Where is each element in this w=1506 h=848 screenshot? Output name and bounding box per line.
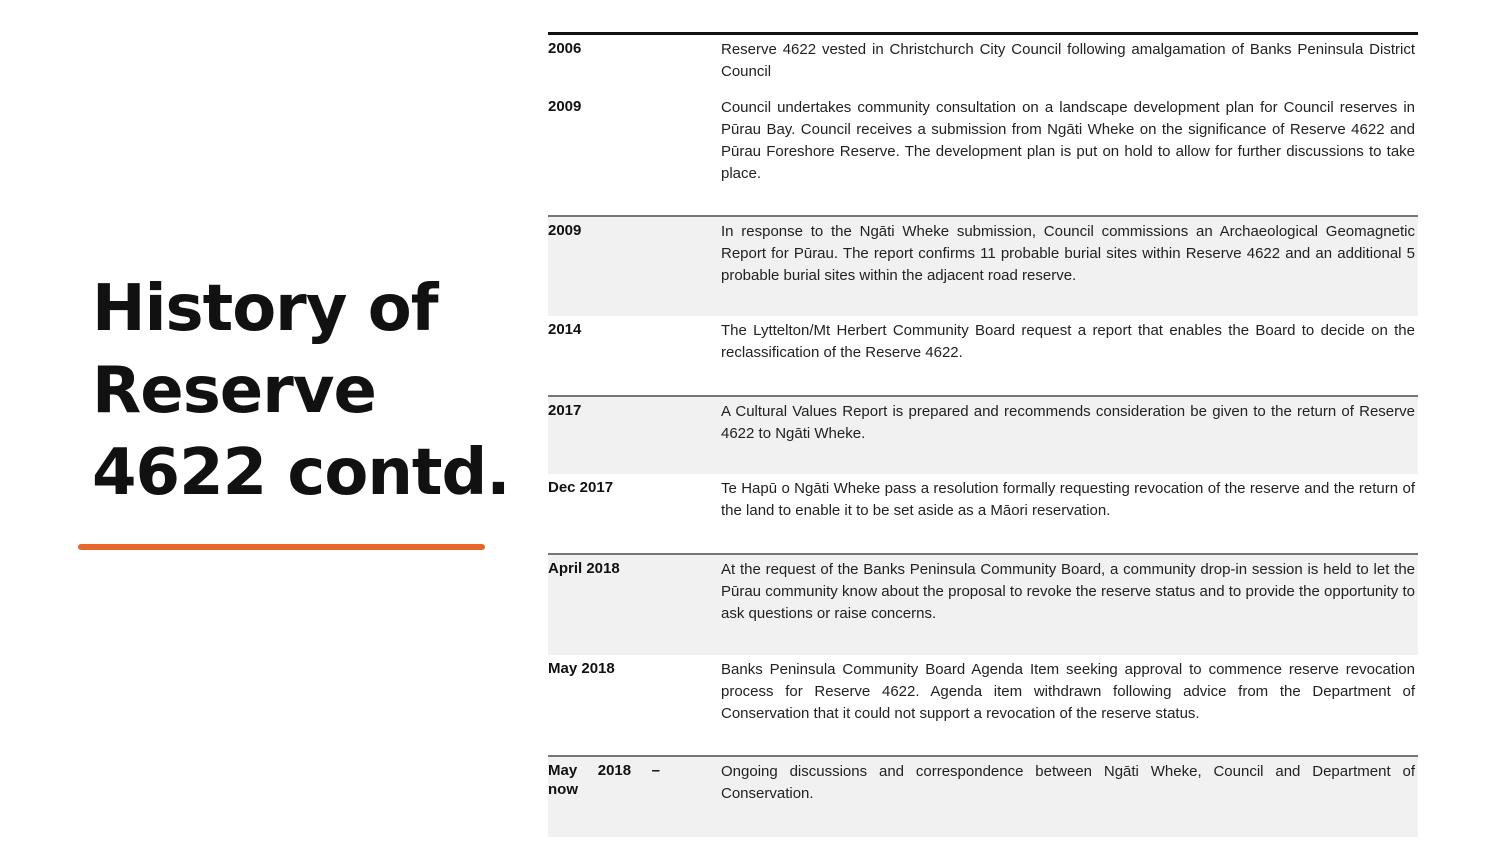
- row-date: 2014: [548, 321, 582, 338]
- table-row: [548, 93, 1418, 215]
- row-date: 2009: [548, 98, 582, 115]
- row-description: At the request of the Banks Peninsula Community Board, a community drop-in session is held to let the Pūrau community know about the proposal to revoke the reserve status and to provide the opportunity to ask questions or raise concerns.: [721, 561, 1415, 622]
- row-description: Reserve 4622 vested in Christchurch City Council following amalgamation of Banks Peninsula District Council: [721, 41, 1415, 80]
- row-date: 2017: [548, 402, 582, 419]
- row-description: Ongoing discussions and correspondence between Ngāti Wheke, Council and Department of Conservation.: [721, 763, 1415, 802]
- row-description: Council undertakes community consultation on a landscape development plan for Council reserves in Pūrau Bay. Council receives a submission from Ngāti Wheke on the significance of Reserve 4622 and Pūrau Foreshore Reserve. The development plan is put on hold to allow for further discussions to take place.: [721, 99, 1415, 182]
- row-description: A Cultural Values Report is prepared and recommends consideration be given to the return of Reserve 4622 to Ngāti Wheke.: [721, 403, 1415, 442]
- history-table: [548, 32, 1418, 837]
- slide-title: History of Reserve 4622 contd.: [92, 272, 510, 510]
- table-row: [548, 316, 1418, 395]
- row-date: 2009: [548, 222, 582, 239]
- table-row: [548, 755, 1418, 837]
- row-description: In response to the Ngāti Wheke submission, Council commissions an Archaeological Geomagnetic Report for Pūrau. The report confirms 11 probable burial sites within Reserve 4622 and an additional 5 probable burial sites within the adjacent road reserve.: [721, 223, 1415, 284]
- table-row: [548, 35, 1418, 93]
- table-row: [548, 474, 1418, 553]
- row-description: Te Hapū o Ngāti Wheke pass a resolution formally requesting revocation of the reserve and the return of the land to enable it to be set aside as a Māori reservation.: [721, 480, 1415, 519]
- row-date: Dec 2017: [548, 479, 614, 496]
- row-date: May 2018 – now: [548, 762, 660, 798]
- row-date: 2006: [548, 40, 582, 57]
- row-description: Banks Peninsula Community Board Agenda Item seeking approval to commence reserve revocation process for Reserve 4622. Agenda item withdrawn following advice from the Department of Conservation that it could not support a revocation of the reserve status.: [721, 661, 1415, 722]
- row-date: April 2018: [548, 560, 620, 577]
- row-description: The Lyttelton/Mt Herbert Community Board request a report that enables the Board to decide on the reclassification of the Reserve 4622.: [721, 322, 1415, 361]
- table-row: [548, 553, 1418, 655]
- table-row: [548, 395, 1418, 474]
- table-row: [548, 655, 1418, 755]
- title-underline: [78, 544, 485, 550]
- table-row: [548, 215, 1418, 316]
- row-date: May 2018: [548, 660, 615, 677]
